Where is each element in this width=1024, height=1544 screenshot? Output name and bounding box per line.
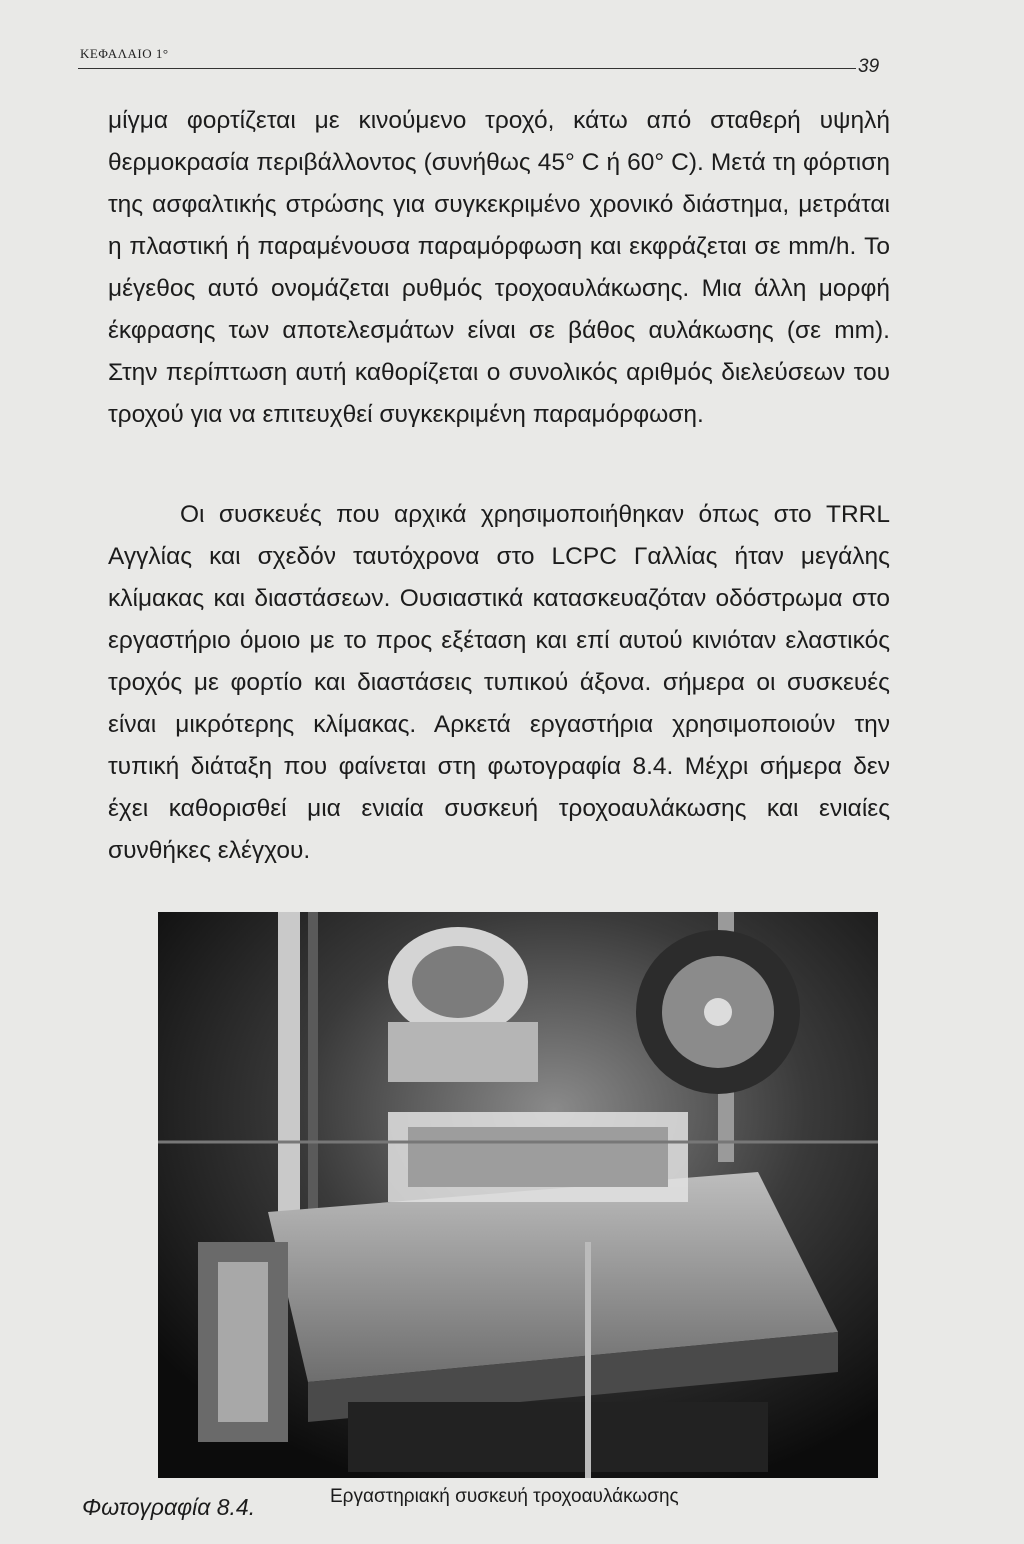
photo-caption: Εργαστηριακή συσκευή τροχοαυλάκωσης — [330, 1486, 679, 1507]
paragraph-2: Οι συσκευές που αρχικά χρησιμοποιήθηκαν όπως στο TRRL Αγγλίας και σχεδόν ταυτόχρονα στο LCPC Γαλλίας ήταν μεγάλης κλίμακας και διαστάσεων. Ουσιαστικά κατασκευαζόταν οδόστρωμα στο εργαστήριο όμοιο με το προς εξέταση και επί αυτού κινιόταν ελαστικός τροχός με φορτίο και διαστάσεις τυπικού άξονα. σήμερα οι συσκευές είναι μικρότερης κλίμακας. Αρκετά εργαστήρια χρησιμοποιούν την τυπική διάταξη που φαίνεται στη φωτογραφία 8.4. Μέχρι σήμερα δεν έχει καθορισθεί μια ενιαία συσκευή τροχοαυλάκωσης και ενιαίες συνθήκες ελέγχου. — [108, 501, 890, 864]
rutting-device-photo — [158, 912, 878, 1478]
page-number: 39 — [858, 56, 880, 77]
chapter-header: ΚΕΦΑΛΑΙΟ 1° — [80, 46, 169, 61]
paragraph-1: μίγμα φορτίζεται με κινούμενο τροχό, κάτω από σταθερή υψηλή θερμοκρασία περιβάλλοντος (συνήθως 45° C ή 60° C). Μετά τη φόρτιση της ασφαλτικής στρώσης για συγκεκριμένο χρονικό διάστημα, μετράται η πλαστική ή παραμένουσα παραμόρφωση και εκφράζεται σε mm/h. Το μέγεθος αυτό ονομάζεται ρυθμός τροχοαυλάκωσης. Μια άλλη μορφή έκφρασης των αποτελεσμάτων είναι σε βάθος αυλάκωσης (σε mm). Στην περίπτωση αυτή καθορίζεται ο συνολικός αριθμός διελεύσεων του τροχού για να επιτευχθεί συγκεκριμένη παραμόρφωση. — [108, 107, 890, 428]
photo-label: Φωτογραφία 8.4. — [82, 1494, 256, 1520]
header-rule — [78, 68, 856, 69]
